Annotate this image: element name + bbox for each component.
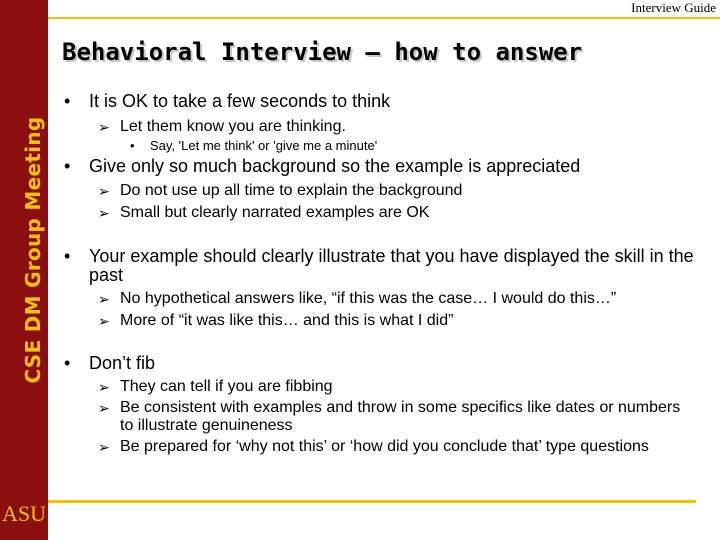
slide-title: Behavioral Interview – how to answer (62, 38, 583, 66)
bullet-1-sub-1-text: Let them know you are thinking. (120, 118, 346, 135)
bullet-1-sub-1-detail-text: Say, 'Let me think' or 'give me a minute' (150, 138, 378, 153)
header-divider (48, 17, 720, 19)
arrow-bullet-icon: ➢ (98, 400, 110, 416)
bullet-dot: • (64, 353, 71, 373)
arrow-bullet-icon: ➢ (98, 205, 110, 221)
bullet-dot: • (64, 246, 71, 266)
footer-divider (48, 500, 696, 503)
bullet-4-sub-2-text: Be consistent with examples and throw in some specifics like dates or numbers to illustrate genuineness (120, 399, 681, 434)
bullet-2-sub-2-text: Small but clearly narrated examples are OK (120, 204, 430, 221)
arrow-bullet-icon: ➢ (98, 439, 110, 455)
sidebar-vertical-title: CSE DM Group Meeting (21, 116, 45, 384)
bullet-4-sub-1-text: They can tell if you are fibbing (120, 378, 333, 395)
bullet-1-text: It is OK to take a few seconds to think (89, 91, 391, 111)
arrow-bullet-icon: ➢ (98, 313, 110, 329)
sidebar (0, 0, 48, 540)
bullet-dot: • (130, 138, 135, 153)
arrow-bullet-icon: ➢ (98, 379, 110, 395)
header-label: Interview Guide (631, 0, 716, 15)
bullet-2-text: Give only so much background so the example is appreciated (89, 156, 581, 176)
arrow-bullet-icon: ➢ (98, 183, 110, 199)
arrow-bullet-icon: ➢ (98, 119, 110, 135)
bullet-dot: • (64, 91, 71, 111)
bullet-3-sub-1-text: No hypothetical answers like, “if this was the case… I would do this…” (120, 290, 617, 307)
asu-logo-text: ASU (1, 501, 46, 526)
bullet-3-sub-2-text: More of “it was like this… and this is what I did” (120, 312, 454, 329)
bullet-2-sub-1-text: Do not use up all time to explain the background (120, 182, 463, 199)
bullet-3-text: Your example should clearly illustrate that you have displayed the skill in the past (89, 246, 694, 285)
bullet-dot: • (64, 156, 71, 176)
bullet-4-text: Don’t fib (89, 353, 156, 373)
bullet-4-sub-3-text: Be prepared for ‘why not this’ or ‘how did you conclude that’ type questions (120, 438, 649, 455)
arrow-bullet-icon: ➢ (98, 291, 110, 307)
